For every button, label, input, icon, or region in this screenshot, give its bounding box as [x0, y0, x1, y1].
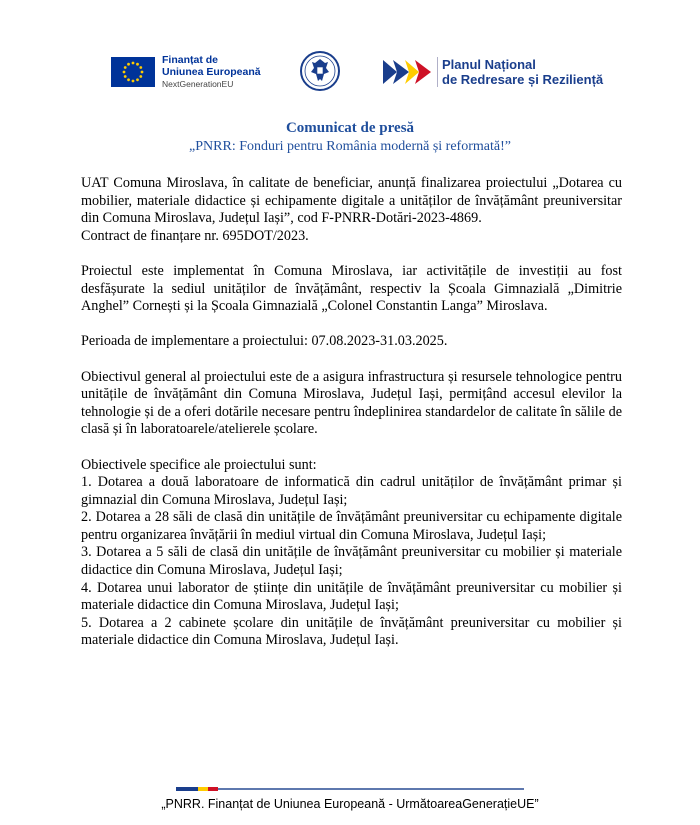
eu-logo-line1: Finanțat de	[162, 54, 219, 66]
pnrr-logo-line2: de Redresare și Reziliență	[442, 72, 604, 87]
eu-flag-icon	[111, 57, 155, 87]
document-subtitle: „PNRR: Fonduri pentru România modernă și reformată!”	[189, 139, 511, 154]
paragraph-general-objective: Obiectivul general al proiectului este de a asigura infrastructura și resursele tehnologice pentru unitățile de învățământ din Comuna Miroslava, Județul Iași, permițând accesul elevilor la tehnologie și de a oferi dotările necesare pentru îndeplinirea standardelor de calitate în sălile de clasă și în laboratoarele/atelierele școlare.	[81, 368, 622, 438]
paragraph-implementation-period: Perioada de implementare a proiectului: 07.08.2023-31.03.2025.	[81, 333, 448, 350]
eu-funding-logo	[111, 54, 261, 90]
paragraph-project-announcement: UAT Comuna Miroslava, în calitate de beneficiar, anunță finalizarea proiectului „Dotarea cu mobilier, materiale didactice și echipamente digitale a unităților de învățământ preuniversitar din Comuna Miroslava, Județul Iași”, cod F-PNRR-Dotări-2023-4869.	[81, 175, 622, 227]
paragraph-implementation-location: Proiectul este implementat în Comuna Miroslava, iar activitățile de investiții au fost desfășurate la sediul unităților de învățământ, respectiv la Școala Gimnazială „Dimitrie Anghel” Cornești și la Școala Gimnazială „Colonel Constantin Langa” Miroslava.	[81, 262, 622, 315]
objective-item: 1. Dotarea a două laboratoare de informatică din cadrul unităților de învățământ primar și gimnazial din Comuna Miroslava, Județul Iași;	[81, 474, 622, 508]
header-logos	[0, 50, 700, 94]
footer-tricolor-rule	[176, 787, 524, 791]
press-release-body	[81, 175, 622, 650]
paragraph-specific-objectives-intro: Obiectivele specifice ale proiectului sunt:	[81, 456, 317, 473]
objective-item: 5. Dotarea a 2 cabinete școlare din unitățile de învățământ preuniversitar cu mobilier și materiale didactice din Comuna Miroslava, Județul Iași.	[81, 614, 622, 649]
document-title: Comunicat de presă	[285, 120, 415, 136]
eu-logo-line3: NextGenerationEU	[162, 79, 234, 89]
romania-coat-of-arms-icon	[300, 50, 340, 92]
objective-item: 2. Dotarea a 28 săli de clasă din unitățile de învățământ preuniversitar cu echipamente digitale pentru organizarea învățării în mediul virtual din Comuna Miroslava, Județul Iași;	[81, 509, 622, 543]
pnrr-logo	[383, 54, 603, 90]
pnrr-logo-line1: Planul Național	[442, 57, 536, 72]
pnrr-arrow-icon	[383, 58, 431, 86]
footer-tagline: „PNRR. Finanțat de Uniunea Europeană - UrmătoareaGenerațieUE”	[161, 797, 539, 811]
objective-item: 4. Dotarea unui laborator de științe din unitățile de învățământ preuniversitar cu mobilier și materiale didactice din Comuna Miroslava, Județul Iași;	[81, 579, 622, 614]
paragraph-contract: Contract de finanțare nr. 695DOT/2023.	[81, 227, 309, 244]
eu-logo-line2: Uniunea Europeană	[162, 66, 261, 78]
objective-item: 3. Dotarea a 5 săli de clasă din unitățile de învățământ preuniversitar cu mobilier și materiale didactice din Comuna Miroslava, Județul Iași;	[81, 544, 622, 579]
